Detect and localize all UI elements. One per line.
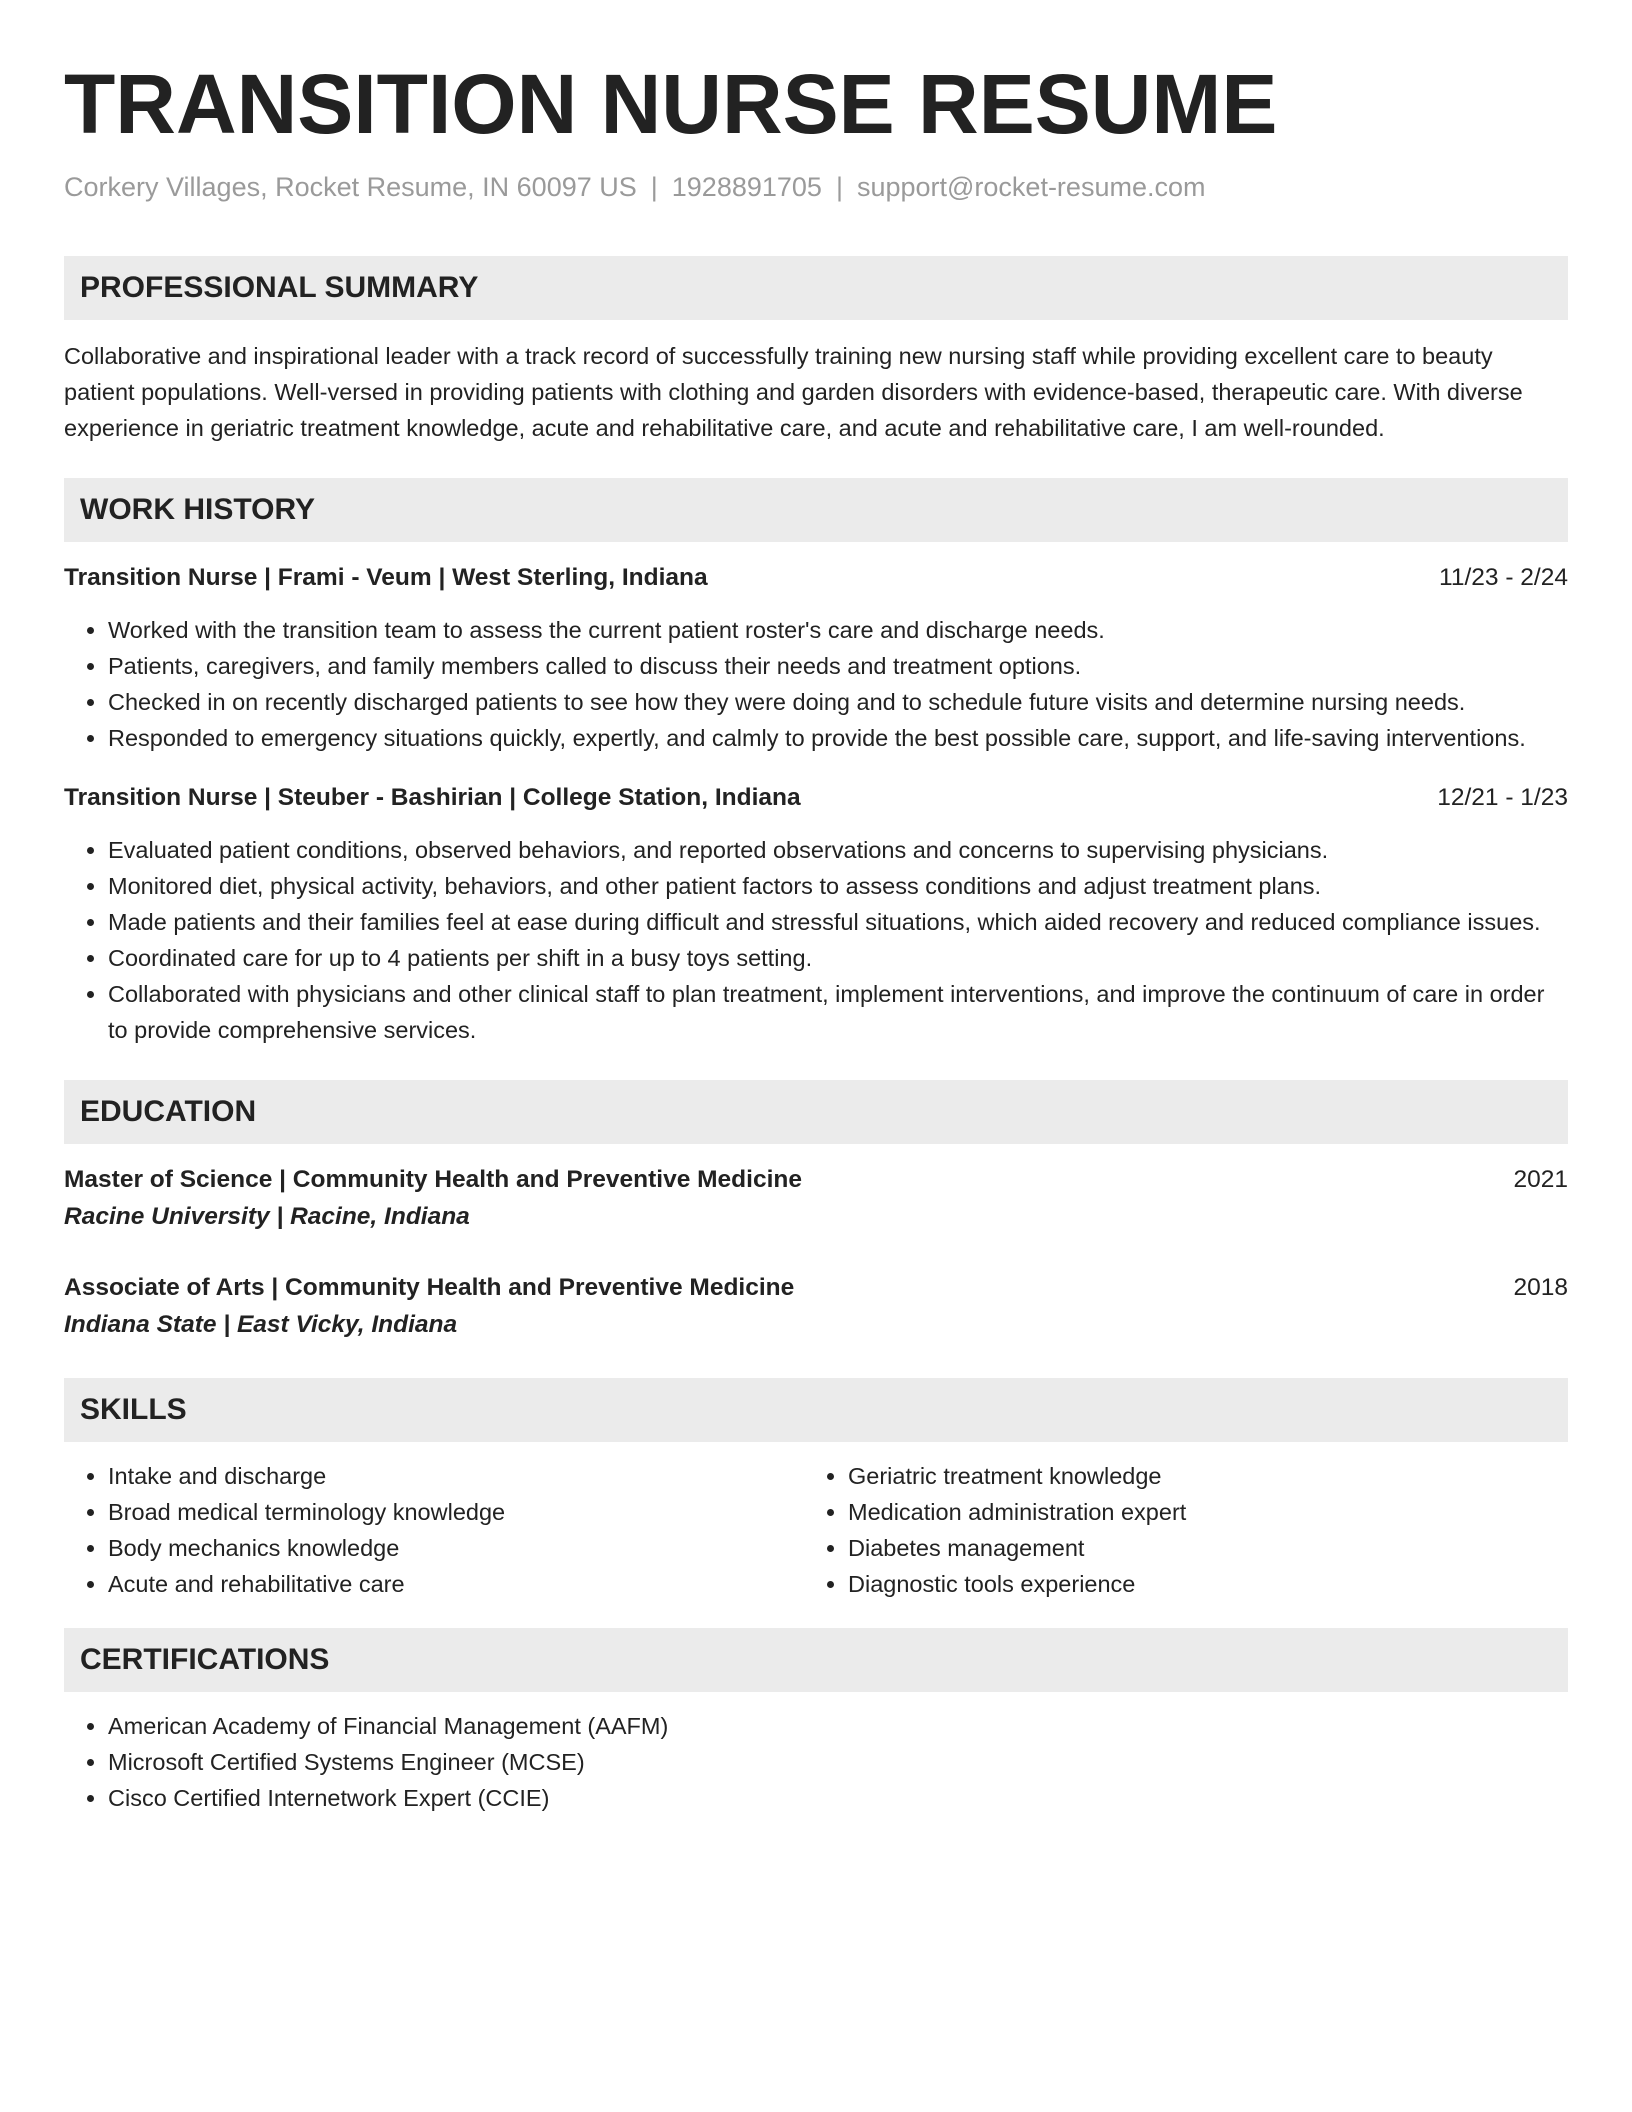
- certification-item: • Cisco Certified Internetwork Expert (CCIE): [108, 1780, 1568, 1816]
- contact-line: [64, 170, 1568, 204]
- certification-item: • American Academy of Financial Management (AAFM): [108, 1708, 1568, 1744]
- skill-item: • Diabetes management: [848, 1530, 1544, 1566]
- job-bullets: [64, 832, 1568, 1048]
- skills-list-left: [64, 1458, 804, 1602]
- job-entry: [64, 780, 1568, 1048]
- skill-item: • Acute and rehabilitative care: [108, 1566, 804, 1602]
- education-heading: EDUCATION: [64, 1080, 1568, 1144]
- skill-item: • Medication administration expert: [848, 1494, 1544, 1530]
- certifications-list: [64, 1708, 1568, 1816]
- degree-title: Master of Science | Community Health and Preventive Medicine: [64, 1166, 802, 1193]
- job-entry: [64, 560, 1568, 756]
- job-bullet: • Checked in on recently discharged patients to see how they were doing and to schedule future visits and determine nursing needs.: [108, 684, 1568, 720]
- job-bullet: • Patients, caregivers, and family members called to discuss their needs and treatment options.: [108, 648, 1568, 684]
- job-dates: 11/23 - 2/24: [1439, 564, 1568, 591]
- skill-item: • Broad medical terminology knowledge: [108, 1494, 804, 1530]
- skills-heading: SKILLS: [64, 1378, 1568, 1442]
- job-bullet: • Monitored diet, physical activity, behaviors, and other patient factors to assess conditions and adjust treatment plans.: [108, 868, 1568, 904]
- summary-text: Collaborative and inspirational leader with a track record of successfully training new nursing staff while providing excellent care to beauty patient populations. Well-versed in providing patients with clothing and garden disorders with evidence-based, therapeutic care. With diverse experience in geriatric treatment knowledge, acute and rehabilitative care, and acute and rehabilitative care, I am well-rounded.: [64, 343, 1523, 441]
- job-bullet: • Evaluated patient conditions, observed behaviors, and reported observations and concerns to supervising physicians.: [108, 832, 1568, 868]
- contact-separator: |: [650, 172, 658, 202]
- job-bullets: [64, 612, 1568, 756]
- school-name: Indiana State | East Vicky, Indiana: [64, 1311, 458, 1338]
- certifications-heading: CERTIFICATIONS: [64, 1628, 1568, 1692]
- contact-address: Corkery Villages, Rocket Resume, IN 60097 US: [64, 172, 637, 202]
- contact-phone: 1928891705: [671, 172, 822, 202]
- school-name: Racine University | Racine, Indiana: [64, 1203, 470, 1230]
- job-bullet: • Made patients and their families feel at ease during difficult and stressful situations, which aided recovery and reduced compliance issues.: [108, 904, 1568, 940]
- skills-columns: [64, 1458, 1568, 1602]
- job-bullet: • Responded to emergency situations quickly, expertly, and calmly to provide the best possible care, support, and life-saving interventions.: [108, 720, 1568, 756]
- skill-item: • Diagnostic tools experience: [848, 1566, 1544, 1602]
- job-title: Transition Nurse | Frami - Veum | West Sterling, Indiana: [64, 564, 708, 591]
- degree-year: 2018: [1513, 1274, 1568, 1301]
- education-entry: [64, 1162, 1568, 1236]
- skill-item: • Intake and discharge: [108, 1458, 804, 1494]
- skill-item: • Geriatric treatment knowledge: [848, 1458, 1544, 1494]
- summary-heading: PROFESSIONAL SUMMARY: [64, 256, 1568, 320]
- job-title: Transition Nurse | Steuber - Bashirian | College Station, Indiana: [64, 784, 801, 811]
- skills-list-right: [804, 1458, 1544, 1602]
- work-history-heading: WORK HISTORY: [64, 478, 1568, 542]
- job-bullet: • Worked with the transition team to assess the current patient roster's care and discharge needs.: [108, 612, 1568, 648]
- skill-item: • Body mechanics knowledge: [108, 1530, 804, 1566]
- certification-item: • Microsoft Certified Systems Engineer (MCSE): [108, 1744, 1568, 1780]
- resume-title: TRANSITION NURSE RESUME: [64, 57, 1278, 151]
- degree-year: 2021: [1513, 1166, 1568, 1193]
- contact-separator: |: [835, 172, 843, 202]
- degree-title: Associate of Arts | Community Health and Preventive Medicine: [64, 1274, 795, 1301]
- job-bullet: • Collaborated with physicians and other clinical staff to plan treatment, implement interventions, and improve the continuum of care in order to provide comprehensive services.: [108, 976, 1568, 1048]
- job-bullet: • Coordinated care for up to 4 patients per shift in a busy toys setting.: [108, 940, 1568, 976]
- contact-email: support@rocket-resume.com: [856, 172, 1206, 202]
- education-entry: [64, 1270, 1568, 1344]
- job-dates: 12/21 - 1/23: [1437, 784, 1568, 811]
